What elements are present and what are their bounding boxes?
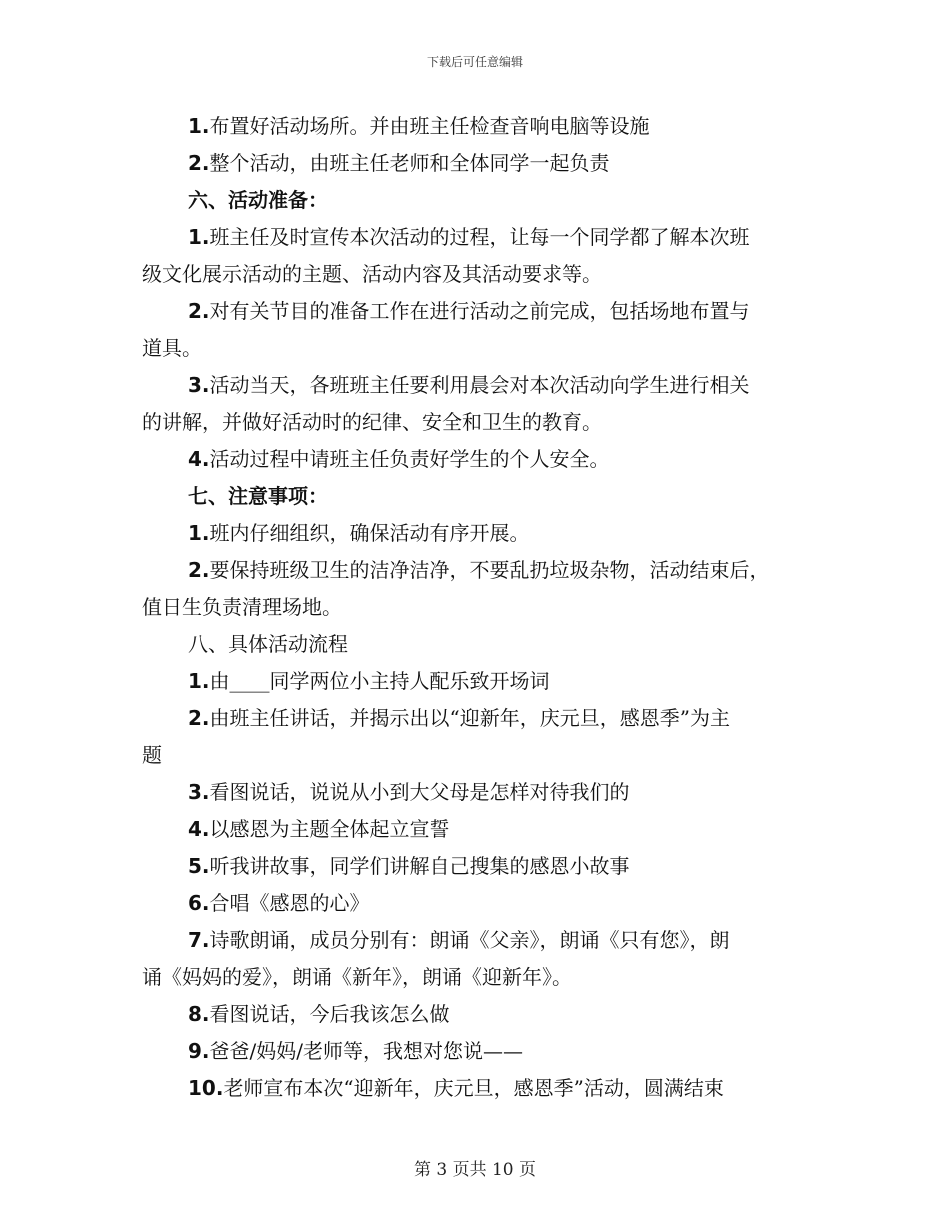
line-text: 布置好活动场所。并由班主任检查音响电脑等设施	[209, 114, 650, 138]
line-text: 七、注意事项：	[188, 484, 328, 508]
item-number: 3.	[188, 373, 210, 397]
item-number: 1.	[188, 669, 210, 693]
line-text: 听我讲故事，同学们讲解自己搜集的感恩小故事	[209, 854, 630, 878]
item-number: 2.	[188, 558, 210, 582]
line-text: 级文化展示活动的主题、活动内容及其活动要求等。	[142, 262, 602, 286]
paragraph-line	[142, 663, 810, 700]
document-body	[142, 108, 810, 1107]
line-text: 六、活动准备：	[188, 188, 328, 212]
line-text: 以感恩为主题全体起立宣誓	[209, 817, 450, 841]
paragraph-line	[142, 404, 810, 441]
item-number: 6.	[188, 891, 210, 915]
paragraph-line	[142, 441, 810, 478]
line-text: 诗歌朗诵，成员分别有：朗诵《父亲》，朗诵《只有您》，朗	[209, 928, 730, 952]
paragraph-line	[142, 515, 810, 552]
item-number: 10.	[188, 1076, 224, 1100]
line-text: 的讲解，并做好活动时的纪律、安全和卫生的教育。	[142, 410, 602, 434]
paragraph-line	[142, 1070, 810, 1107]
item-number: 2.	[188, 706, 210, 730]
page-header: 下载后可任意编辑	[426, 55, 523, 69]
item-number: 2.	[188, 299, 210, 323]
section-heading	[142, 182, 810, 219]
line-text: 要保持班级卫生的洁净洁净，不要乱扔垃圾杂物，活动结束后，	[209, 558, 770, 582]
line-text: 由____同学两位小主持人配乐致开场词	[209, 669, 550, 693]
line-text: 活动过程中请班主任负责好学生的个人安全。	[209, 447, 610, 471]
line-text: 值日生负责清理场地。	[142, 595, 342, 619]
paragraph-line	[142, 293, 810, 330]
item-number: 7.	[188, 928, 210, 952]
line-text: 班内仔细组织，确保活动有序开展。	[209, 521, 530, 545]
paragraph-line	[142, 774, 810, 811]
paragraph-line	[142, 367, 810, 404]
line-text: 整个活动，由班主任老师和全体同学一起负责	[209, 151, 610, 175]
section-heading	[142, 478, 810, 515]
line-text: 由班主任讲话，并揭示出以“迎新年，庆元旦，感恩季”为主	[209, 706, 730, 730]
line-text: 题	[142, 743, 162, 767]
line-text: 诵《妈妈的爱》，朗诵《新年》，朗诵《迎新年》。	[142, 965, 572, 989]
line-text: 活动当天，各班班主任要利用晨会对本次活动向学生进行相关	[209, 373, 750, 397]
paragraph-line	[142, 700, 810, 737]
paragraph-line	[142, 552, 810, 589]
paragraph-line	[142, 626, 810, 663]
line-text: 对有关节目的准备工作在进行活动之前完成，包括场地布置与	[209, 299, 750, 323]
paragraph-line	[142, 108, 810, 145]
page-footer: 第 3 页共 10 页	[413, 1160, 537, 1180]
item-number: 1.	[188, 521, 210, 545]
item-number: 9.	[188, 1039, 210, 1063]
paragraph-line	[142, 885, 810, 922]
line-text: 看图说话，说说从小到大父母是怎样对待我们的	[209, 780, 630, 804]
line-text: 班主任及时宣传本次活动的过程，让每一个同学都了解本次班	[209, 225, 750, 249]
paragraph-line	[142, 996, 810, 1033]
item-number: 1.	[188, 114, 210, 138]
paragraph-line	[142, 1033, 810, 1070]
paragraph-line	[142, 589, 810, 626]
paragraph-line	[142, 737, 810, 774]
paragraph-line	[142, 959, 810, 996]
line-text: 合唱《感恩的心》	[209, 891, 370, 915]
line-text: 道具。	[142, 336, 202, 360]
item-number: 2.	[188, 151, 210, 175]
line-text: 八、具体活动流程	[188, 632, 348, 656]
item-number: 8.	[188, 1002, 210, 1026]
paragraph-line	[142, 922, 810, 959]
paragraph-line	[142, 256, 810, 293]
paragraph-line	[142, 848, 810, 885]
item-number: 1.	[188, 225, 210, 249]
item-number: 4.	[188, 447, 210, 471]
paragraph-line	[142, 811, 810, 848]
item-number: 4.	[188, 817, 210, 841]
item-number: 5.	[188, 854, 210, 878]
line-text: 老师宣布本次“迎新年，庆元旦，感恩季”活动，圆满结束	[223, 1076, 724, 1100]
paragraph-line	[142, 330, 810, 367]
line-text: 爸爸/妈妈/老师等，我想对您说——	[209, 1039, 523, 1063]
paragraph-line	[142, 219, 810, 256]
line-text: 看图说话，今后我该怎么做	[209, 1002, 450, 1026]
item-number: 3.	[188, 780, 210, 804]
paragraph-line	[142, 145, 810, 182]
